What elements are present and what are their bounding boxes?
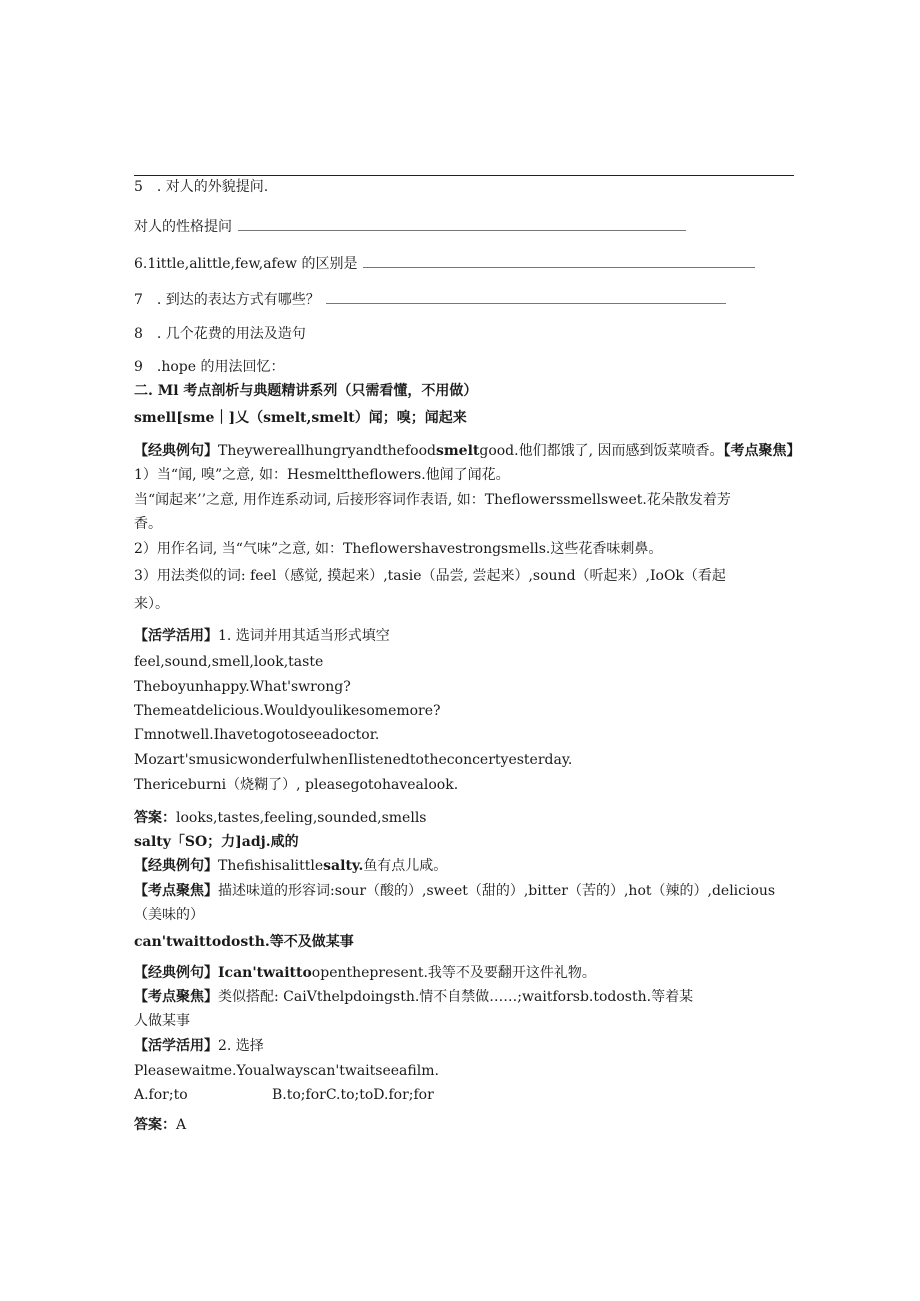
practice-sentence-4: Mozart'smusicwonderfulwhenIlistenedtotheconcertyesterday. bbox=[134, 752, 573, 768]
salty-example: 【经典例句】Thefishisalittlesalty.鱼有点儿咸。 bbox=[134, 858, 448, 874]
practice-1-answer: 答案：looks,tastes,feeling,sounded,smells bbox=[134, 810, 427, 826]
question-8: 8 . 几个花费的用法及造句 bbox=[134, 326, 306, 342]
salty-focus: 【考点聚焦】描述味道的形容词:sour（酸的）,sweet（甜的）,bitter（苦的）,hot（辣的）,delicious bbox=[134, 883, 776, 899]
smell-point-3: 3）用法类似的词: feel（感觉, 摸起来）,tasie（品尝, 尝起来）,sound（听起来）,IoOk（看起 bbox=[134, 568, 726, 584]
practice-1-title: 【活学活用】1. 选词并用其适当形式填空 bbox=[134, 628, 390, 644]
smell-point-2: 2）用作名词, 当“气味”之意, 如：Theflowershavestrongsmells.这些花香味刺鼻。 bbox=[134, 541, 663, 557]
cant-focus: 【考点聚焦】类似搭配: CaiVthelpdoingsth.情不自禁做……;waitforsb.todosth.等着某 bbox=[134, 989, 694, 1005]
smell-point-3b: 来）。 bbox=[134, 596, 169, 612]
practice-sentence-5: Thericeburni（烧糊了）, pleasegotohavealook. bbox=[134, 777, 459, 793]
practice-2-options: A.for;to bbox=[134, 1087, 188, 1103]
top-rule bbox=[134, 175, 794, 176]
smell-heading: smell[sme｜]乂（smelt,smelt）闻；嗅；闻起来 bbox=[134, 410, 467, 426]
question-9: 9 .hope 的用法回忆： bbox=[134, 359, 285, 375]
practice-2-answer: 答案：A bbox=[134, 1117, 187, 1133]
smell-point-1c: 香。 bbox=[134, 516, 162, 532]
smell-point-1: 1）当“闻, 嗅”之意, 如：Hesmelttheflowers.他闻了闻花。 bbox=[134, 467, 510, 483]
answer-blank bbox=[326, 291, 726, 304]
smell-point-1b: 当“闻起来’’之意, 用作连系动词, 后接形容词作表语, 如：Theflowerssmellsweet.花朵散发着芳 bbox=[134, 492, 731, 508]
practice-2-options-rest: B.to;forC.to;toD.for;for bbox=[272, 1087, 434, 1103]
word-list: feel,sound,smell,look,taste bbox=[134, 654, 324, 670]
answer-blank bbox=[363, 255, 755, 268]
section-2-title: 二. Ml 考点剖析与典题精讲系列（只需看懂，不用做） bbox=[134, 383, 478, 399]
question-7: 7 . 到达的表达方式有哪些？ bbox=[134, 291, 726, 309]
answer-blank bbox=[238, 218, 686, 231]
cant-heading: can'twaittodosth.等不及做某事 bbox=[134, 934, 354, 950]
question-5b: 对人的性格提问 bbox=[134, 218, 686, 236]
question-5a: 5 . 对人的外貌提问. bbox=[134, 179, 269, 195]
salty-heading: salty「SO；力]adj.咸的 bbox=[134, 834, 299, 850]
salty-focus-b: （美味的） bbox=[134, 907, 204, 923]
practice-sentence-1: Theboyunhappy.What'swrong? bbox=[134, 679, 351, 695]
question-6: 6.1ittle,alittle,few,afew 的区别是 bbox=[134, 255, 755, 273]
practice-2-title: 【活学活用】2. 选择 bbox=[134, 1038, 264, 1054]
practice-sentence-2: Themeatdelicious.Wouldyoulikesomemore? bbox=[134, 703, 441, 719]
cant-example: 【经典例句】Ican'twaittoopenthepresent.我等不及要翻开这件礼物。 bbox=[134, 965, 596, 981]
cant-focus-b: 人做某事 bbox=[134, 1013, 190, 1029]
smell-example: 【经典例句】Theywereallhungryandthefoodsmeltgood.他们都饿了, 因而感到饭菜喷香。【考点聚焦】 bbox=[134, 443, 801, 459]
practice-sentence-3: Γmnotwell.Ihavetogotoseeadoctor. bbox=[134, 727, 380, 743]
practice-2-question: Pleasewaitme.Youalwayscan'twaitseeafilm. bbox=[134, 1063, 439, 1079]
